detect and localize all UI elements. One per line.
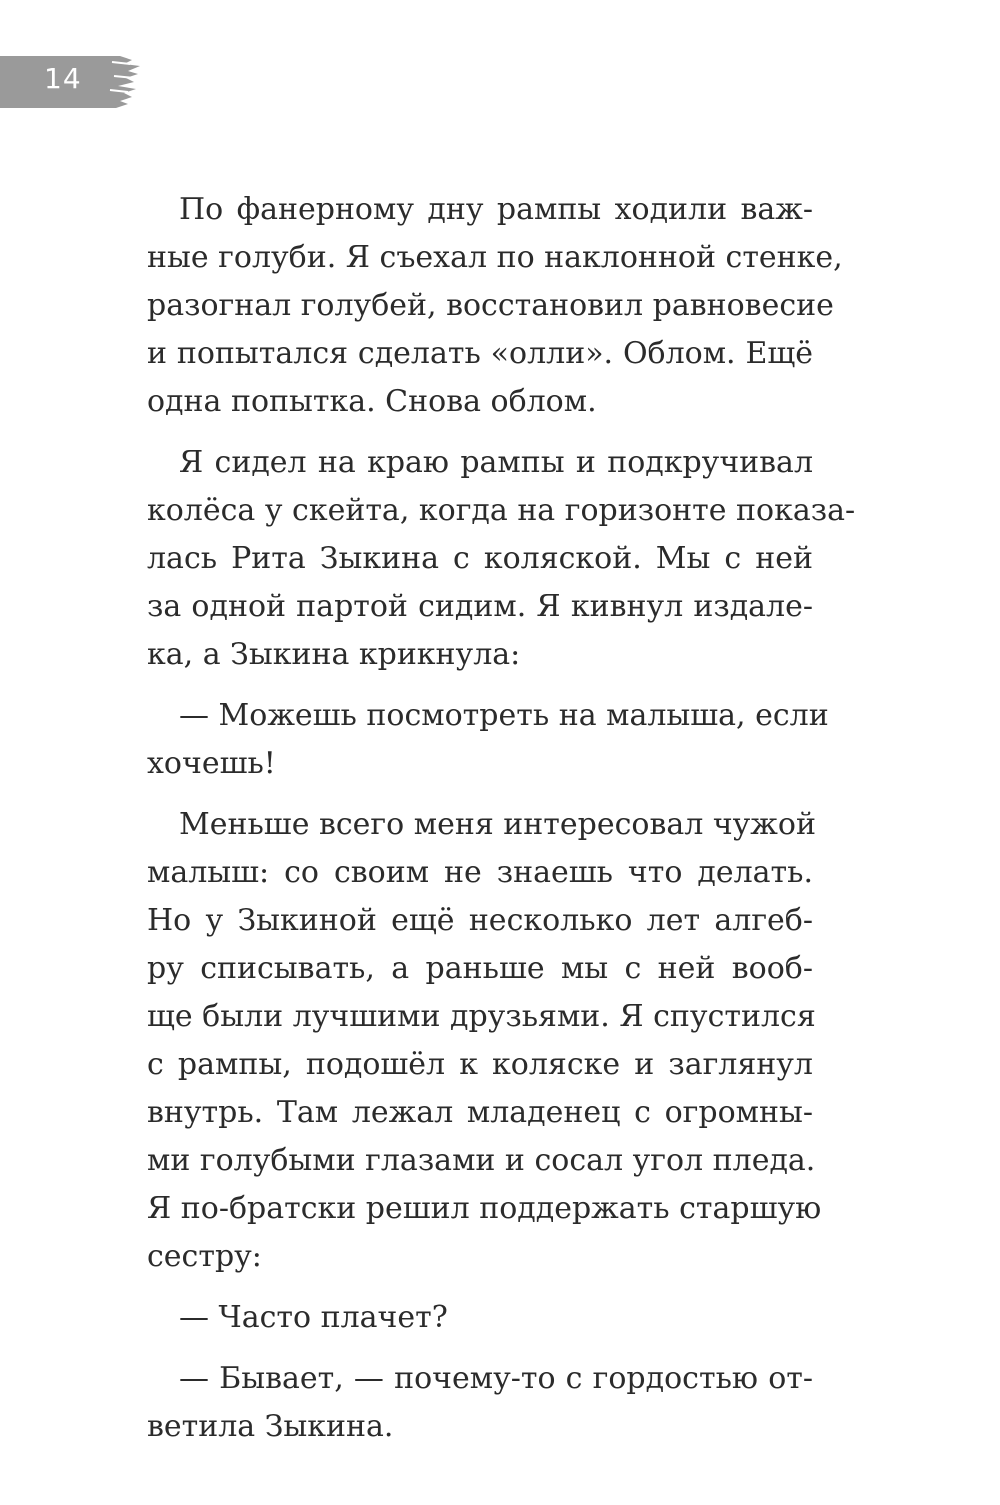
text-line: ми голубыми глазами и сосал угол пледа. [147, 1143, 816, 1178]
page-number: 14 [44, 62, 82, 95]
text-line: ру списывать, а раньше мы с ней вооб- [147, 951, 813, 986]
dialogue-line: — Можешь посмотреть на малыша, если [179, 698, 829, 733]
page-number-tab [0, 56, 148, 108]
text-line: Но у Зыкиной ещё несколько лет алгеб- [147, 903, 813, 938]
text-line: с рампы, подошёл к коляске и заглянул [147, 1047, 813, 1082]
text-line: Я по-братски решил поддержать старшую [147, 1191, 822, 1226]
text-line: ветила Зыкина. [147, 1409, 394, 1444]
text-line: внутрь. Там лежал младенец с огромны- [147, 1095, 813, 1130]
text-line: за одной партой сидим. Я кивнул издале- [147, 589, 813, 624]
text-line: лась Рита Зыкина с коляской. Мы с ней [147, 541, 813, 576]
body-text [147, 186, 856, 1451]
text-line: Меньше всего меня интересовал чужой [179, 807, 816, 842]
dialogue-line: — Бывает, — почему-то с гордостью от- [179, 1361, 813, 1396]
text-line: разогнал голубей, восстановил равновесие [147, 288, 834, 323]
text-line: ные голуби. Я съехал по наклонной стенке, [147, 240, 843, 275]
text-line: ще были лучшими друзьями. Я спустился [147, 999, 816, 1034]
text-line: сестру: [147, 1239, 262, 1274]
text-line: По фанерному дну рампы ходили важ- [179, 192, 813, 227]
text-line: Я сидел на краю рампы и подкручивал [179, 445, 813, 480]
text-line: хочешь! [147, 746, 276, 781]
text-line: одна попытка. Снова облом. [147, 384, 597, 419]
text-line: ка, а Зыкина крикнула: [147, 637, 521, 672]
dialogue-line: — Часто плачет? [179, 1300, 448, 1335]
text-line: колёса у скейта, когда на горизонте показа- [147, 493, 856, 528]
text-line: и попытался сделать «олли». Облом. Ещё [147, 336, 813, 371]
text-line: малыш: со своим не знаешь что делать. [147, 855, 813, 890]
